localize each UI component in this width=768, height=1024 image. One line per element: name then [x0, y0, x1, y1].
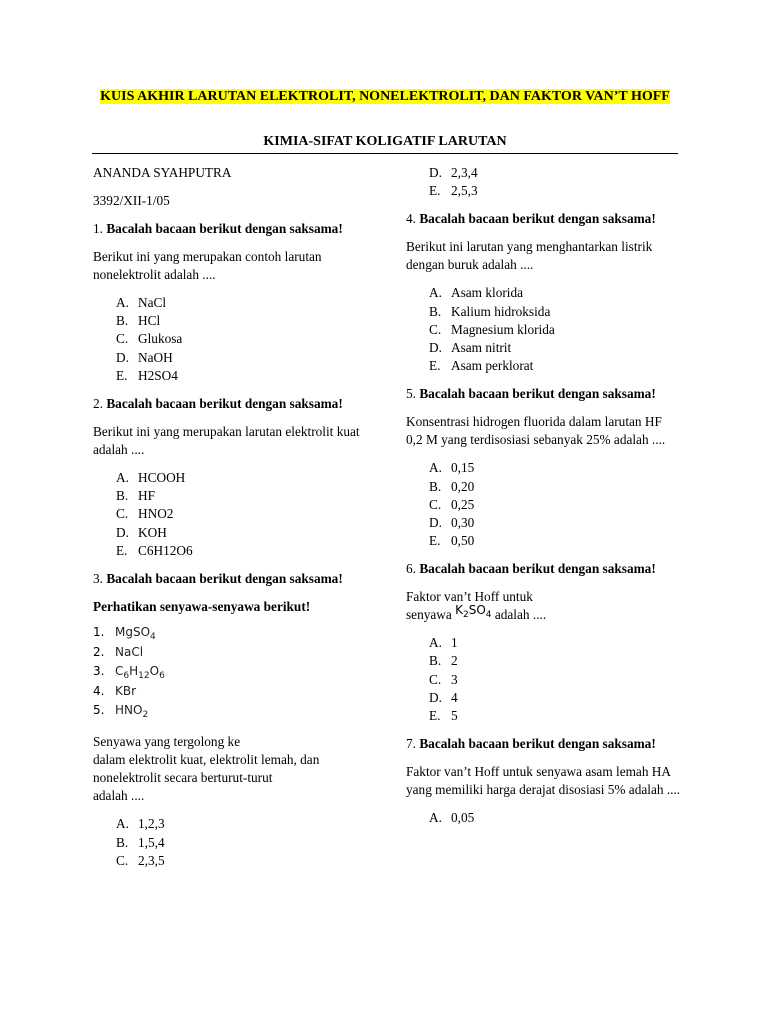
question-number: 3.	[93, 570, 103, 586]
option-letter: A.	[116, 295, 129, 310]
question-number: 5.	[406, 386, 416, 402]
option-b[interactable]	[116, 487, 383, 505]
option-letter: B.	[116, 313, 129, 329]
option-e[interactable]	[429, 532, 681, 550]
question-instruction: Bacalah bacaan berikut dengan saksama!	[419, 736, 656, 752]
compound-number: 2.	[93, 644, 105, 659]
question-4	[406, 210, 681, 375]
option-text: KOH	[138, 524, 167, 540]
option-a[interactable]	[429, 809, 681, 827]
option-text: 0,30	[451, 514, 475, 530]
question-number: 1.	[93, 221, 103, 236]
option-b[interactable]	[429, 478, 681, 496]
option-text: Magnesium klorida	[451, 321, 555, 337]
option-text: 0,20	[451, 478, 475, 494]
compound-item	[93, 661, 383, 681]
option-letter: D.	[429, 689, 442, 705]
option-a[interactable]	[429, 284, 681, 302]
option-text: Kalium hidroksida	[451, 303, 551, 319]
option-text: Asam perklorat	[451, 358, 534, 374]
option-letter: A.	[429, 810, 442, 826]
question-instruction: Bacalah bacaan berikut dengan saksama!	[106, 395, 343, 411]
option-text: 0,15	[451, 460, 475, 476]
option-letter: B.	[116, 488, 129, 504]
question-2	[93, 395, 383, 560]
option-list	[406, 284, 681, 375]
header-divider	[92, 153, 678, 154]
question-prompt: Perhatikan senyawa-senyawa berikut!	[93, 598, 311, 614]
question-instruction: Bacalah bacaan berikut dengan saksama!	[106, 570, 343, 586]
option-b[interactable]	[116, 312, 383, 330]
option-letter: E.	[429, 533, 441, 549]
option-letter: D.	[116, 349, 129, 365]
option-text: H2SO4	[138, 367, 178, 383]
option-a[interactable]	[116, 815, 383, 833]
option-text: 0,05	[451, 810, 475, 826]
question-heading	[406, 560, 681, 578]
option-e[interactable]	[116, 542, 383, 560]
question-text: Berikut ini yang merupakan larutan elektrolit kuat adalah ....	[93, 423, 360, 457]
question-6	[406, 560, 681, 725]
left-column	[93, 164, 383, 870]
compound-formula: $HNO_2$	[115, 703, 149, 721]
option-letter: A.	[429, 460, 442, 476]
question-number: 4.	[406, 211, 416, 227]
option-letter: E.	[429, 708, 441, 723]
option-e[interactable]	[429, 182, 681, 200]
option-letter: A.	[116, 469, 129, 485]
option-list-continued	[406, 164, 681, 200]
option-a[interactable]	[429, 634, 681, 652]
option-d[interactable]	[429, 164, 681, 182]
option-text: 0,50	[451, 533, 475, 549]
question-text: Senyawa yang tergolong ke dalam elektrolit kuat, elektrolit lemah, dan nonelektrolit secara berturut-turut adalah ....	[93, 734, 320, 804]
option-text: NaOH	[138, 349, 173, 365]
option-letter: E.	[116, 542, 128, 558]
question-heading	[93, 220, 383, 238]
option-letter: A.	[429, 285, 442, 301]
compound-formula: KBr	[115, 683, 137, 698]
question-heading	[93, 570, 383, 588]
option-a[interactable]	[116, 294, 383, 312]
option-text: HNO2	[138, 506, 174, 522]
compound-formula: MgSO$_4$	[115, 625, 156, 643]
compound-formula: $C_6H_{12}O_6$	[115, 664, 165, 682]
subject-subtitle: KIMIA-SIFAT KOLIGATIF LARUTAN	[263, 134, 507, 149]
option-c[interactable]	[116, 330, 383, 348]
option-letter: C.	[429, 321, 442, 337]
student-id: 3392/XII-1/05	[93, 193, 170, 208]
option-letter: B.	[429, 653, 442, 669]
option-text: NaCl	[138, 295, 167, 310]
option-letter: B.	[429, 478, 442, 494]
option-letter: C.	[429, 496, 442, 512]
compound-number: 5.	[93, 703, 105, 718]
option-c[interactable]	[116, 852, 383, 870]
option-text: Asam klorida	[451, 285, 524, 301]
document-title	[92, 87, 678, 106]
compound-item	[93, 700, 383, 720]
question-instruction: Bacalah bacaan berikut dengan saksama!	[419, 386, 656, 402]
option-c[interactable]	[429, 496, 681, 514]
option-list	[93, 469, 383, 560]
compound-item	[93, 622, 383, 642]
compound-item	[93, 680, 383, 700]
compound-number: 3.	[93, 664, 105, 679]
right-column	[406, 164, 681, 837]
student-name: ANANDA SYAHPUTRA	[93, 165, 232, 180]
question-number: 6.	[406, 561, 416, 577]
option-c[interactable]	[116, 505, 383, 523]
option-text: 0,25	[451, 496, 475, 512]
compound-list	[93, 622, 383, 720]
option-text: HCl	[138, 313, 161, 329]
option-b[interactable]	[429, 652, 681, 670]
formula-k2so4: $K_2SO_4$	[455, 603, 492, 621]
compound-number: 4.	[93, 683, 105, 698]
option-text: 2,5,3	[451, 183, 478, 199]
option-text: C6H12O6	[138, 542, 193, 558]
option-letter: E.	[429, 358, 441, 374]
option-c[interactable]	[429, 321, 681, 339]
option-list	[93, 294, 383, 385]
question-number: 2.	[93, 395, 103, 411]
option-letter: D.	[429, 165, 442, 180]
option-letter: B.	[116, 834, 129, 850]
compound-number: 1.	[93, 625, 105, 640]
option-text: 2,3,4	[451, 165, 478, 180]
question-text: Faktor van’t Hoff untuk senyawa asam lemah HA yang memiliki harga derajat disosiasi 5% adalah ....	[406, 764, 681, 798]
question-5	[406, 385, 681, 550]
question-heading	[406, 735, 681, 753]
option-b[interactable]	[429, 303, 681, 321]
question-text: Berikut ini larutan yang menghantarkan listrik dengan buruk adalah ....	[406, 239, 653, 273]
question-instruction: Bacalah bacaan berikut dengan saksama!	[106, 221, 343, 236]
option-text: 3	[451, 671, 458, 687]
question-number: 7.	[406, 736, 416, 752]
option-list	[406, 809, 681, 827]
option-text: 2	[451, 653, 458, 669]
option-d[interactable]	[429, 339, 681, 357]
question-heading	[406, 210, 681, 228]
question-heading	[406, 385, 681, 403]
option-letter: C.	[429, 671, 442, 687]
option-text: 4	[451, 689, 458, 705]
option-letter: A.	[429, 635, 442, 651]
option-d[interactable]	[116, 524, 383, 542]
option-text: 1,2,3	[138, 816, 165, 832]
question-text: Berikut ini yang merupakan contoh larutan nonelektrolit adalah ....	[93, 249, 322, 282]
option-text: 1	[451, 635, 458, 651]
option-text: 5	[451, 708, 458, 723]
option-list	[93, 815, 383, 870]
option-letter: C.	[116, 852, 129, 868]
option-text: Glukosa	[138, 331, 183, 347]
option-c[interactable]	[429, 671, 681, 689]
option-text: 2,3,5	[138, 852, 165, 868]
option-letter: D.	[116, 524, 129, 540]
compound-formula: NaCl	[115, 644, 144, 659]
question-3	[93, 570, 383, 870]
option-letter: A.	[116, 816, 129, 832]
option-list	[406, 634, 681, 725]
option-d[interactable]	[116, 349, 383, 367]
question-text: Faktor van’t Hoff untuk senyawa $K_2SO_4$ adalah ....	[406, 589, 547, 623]
question-text: Konsentrasi hidrogen fluorida dalam larutan HF 0,2 M yang terdisosiasi sebanyak 25% adalah ....	[406, 414, 666, 448]
option-letter: C.	[116, 331, 129, 347]
option-letter: B.	[429, 303, 442, 319]
title-highlight: KUIS AKHIR LARUTAN ELEKTROLIT, NONELEKTROLIT, DAN FAKTOR VAN’T HOFF	[100, 89, 670, 104]
question-1	[93, 220, 383, 385]
option-d[interactable]	[429, 514, 681, 532]
option-d[interactable]	[429, 689, 681, 707]
option-letter: E.	[429, 183, 441, 199]
question-instruction: Bacalah bacaan berikut dengan saksama!	[419, 211, 656, 227]
question-instruction: Bacalah bacaan berikut dengan saksama!	[419, 561, 656, 577]
option-e[interactable]	[429, 707, 681, 725]
option-e[interactable]	[429, 357, 681, 375]
option-letter: D.	[429, 514, 442, 530]
option-letter: E.	[116, 367, 128, 383]
option-b[interactable]	[116, 834, 383, 852]
option-text: HF	[138, 488, 155, 504]
option-list	[406, 459, 681, 550]
question-heading	[93, 395, 383, 413]
compound-item	[93, 641, 383, 661]
option-e[interactable]	[116, 367, 383, 385]
option-text: HCOOH	[138, 469, 186, 485]
option-text: Asam nitrit	[451, 339, 512, 355]
question-7	[406, 735, 681, 827]
option-a[interactable]	[429, 459, 681, 477]
option-letter: C.	[116, 506, 129, 522]
option-a[interactable]	[116, 469, 383, 487]
option-text: 1,5,4	[138, 834, 165, 850]
option-letter: D.	[429, 339, 442, 355]
